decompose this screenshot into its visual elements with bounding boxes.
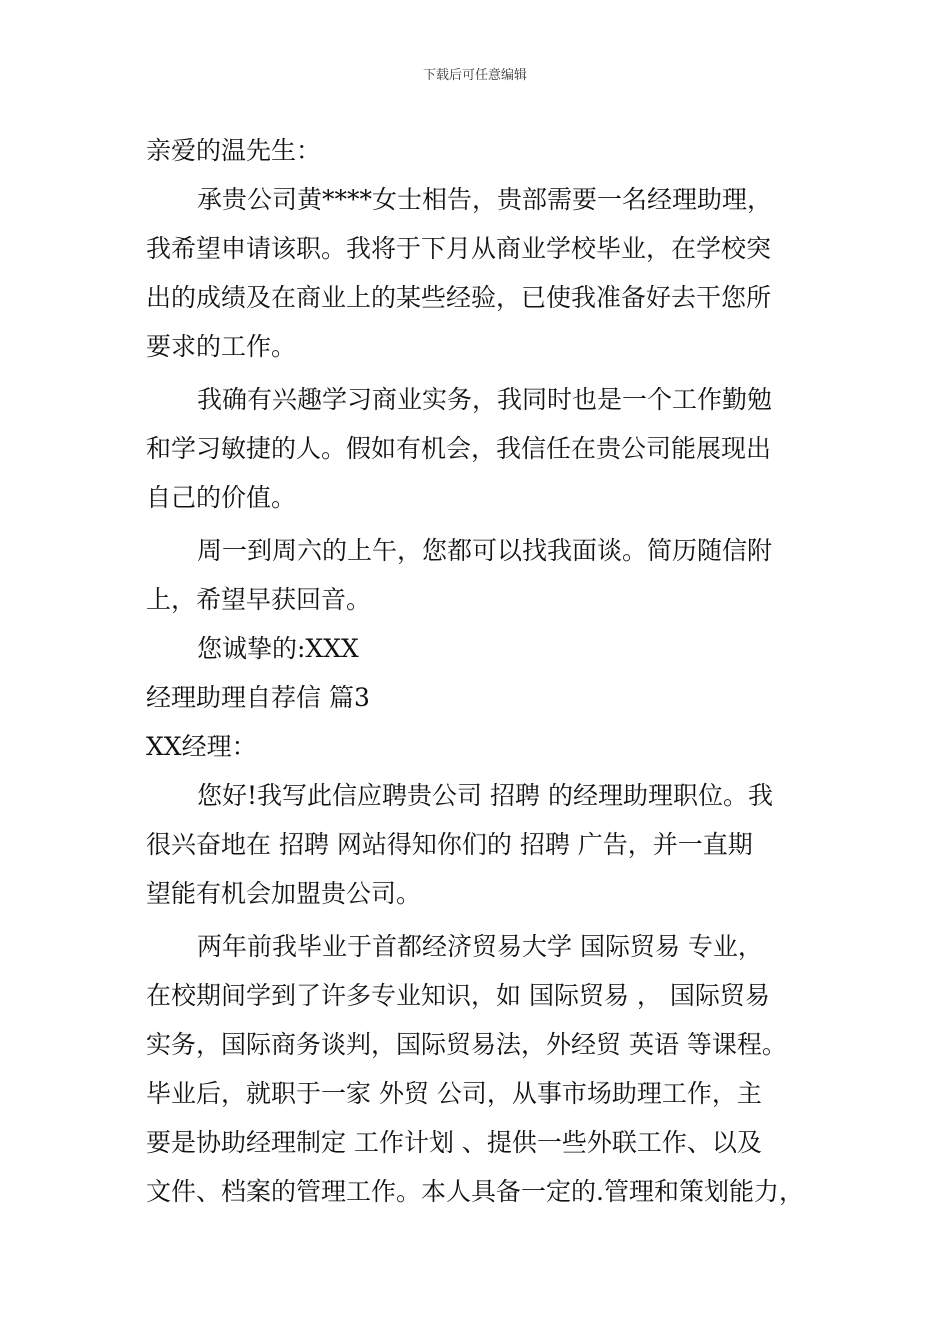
paragraph-line: 文件、档案的管理工作。本人具备一定的.管理和策划能力， — [146, 1177, 804, 1206]
paragraph-line: 要是协助经理制定 工作计划 、提供一些外联工作、以及 — [146, 1128, 762, 1157]
paragraph-line: 两年前我毕业于首都经济贸易大学 国际贸易 专业， — [197, 932, 763, 961]
paragraph-line: 望能有机会加盟贵公司。 — [146, 879, 422, 908]
paragraph-line: 很兴奋地在 招聘 网站得知你们的 招聘 广告，并一直期 — [146, 830, 753, 859]
paragraph-line: 毕业后，就职于一家 外贸 公司，从事市场助理工作，主 — [146, 1079, 762, 1108]
signature-line: 您诚挚的:XXX — [197, 634, 359, 663]
paragraph-line: 上，希望早获回音。 — [146, 585, 372, 614]
salutation: 亲爱的温先生： — [146, 136, 322, 165]
paragraph-line: 和学习敏捷的人。假如有机会，我信任在贵公司能展现出 — [146, 434, 772, 463]
letter-body — [146, 126, 836, 1216]
paragraph-line: 您好!我写此信应聘贵公司 招聘 的经理助理职位。我 — [197, 781, 773, 810]
paragraph-line: 承贵公司黄****女士相告，贵部需要一名经理助理， — [197, 185, 773, 214]
paragraph-line: 周一到周六的上午，您都可以找我面谈。简历随信附 — [197, 536, 773, 565]
paragraph-line: 自己的价值。 — [146, 483, 297, 512]
page-header: 下载后可任意编辑 — [422, 68, 527, 83]
paragraph-line: 出的成绩及在商业上的某些经验，已使我准备好去干您所 — [146, 283, 772, 312]
paragraph-line: 我确有兴趣学习商业实务，我同时也是一个工作勤勉 — [197, 385, 773, 414]
paragraph-line: 在校期间学到了许多专业知识，如 国际贸易 ， 国际贸易 — [146, 981, 770, 1010]
paragraph-line: 实务，国际商务谈判，国际贸易法，外经贸 英语 等课程。 — [146, 1030, 787, 1059]
salutation: XX经理： — [146, 732, 257, 761]
paragraph-line: 我希望申请该职。我将于下月从商业学校毕业，在学校突 — [146, 234, 772, 263]
section-title: 经理助理自荐信 篇3 — [146, 683, 370, 712]
paragraph-line: 要求的工作。 — [146, 332, 297, 361]
